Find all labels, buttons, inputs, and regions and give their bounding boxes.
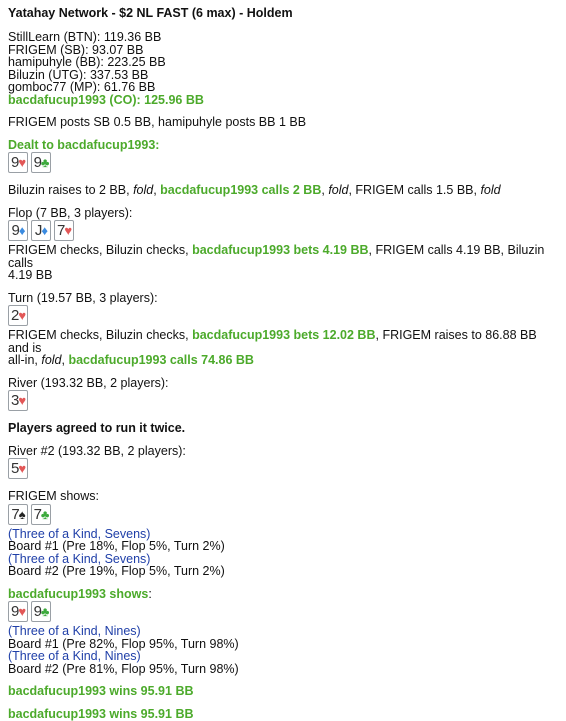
hero-hole-cards (8, 152, 558, 174)
preflop-actions (8, 184, 558, 197)
diamonds-icon: ♦ (18, 223, 25, 238)
hearts-icon: ♥ (18, 461, 26, 476)
playing-card (31, 504, 51, 525)
win-line: bacdafucup1993 wins 95.91 BB (8, 684, 194, 698)
action-text: , (153, 183, 161, 197)
street-header: Turn (19.57 BB, 3 players): (8, 290, 158, 305)
turn-actions (8, 329, 558, 354)
showdown-label: FRIGEM shows: (8, 489, 99, 503)
action-text: Biluzin raises to 2 BB, (8, 183, 134, 197)
dealt-section (8, 139, 558, 175)
card-rank: 9 (33, 603, 41, 620)
action-text: FRIGEM checks, Biluzin checks, (8, 328, 193, 342)
card-rank: 9 (33, 154, 41, 171)
playing-card (8, 220, 28, 241)
showdown-label (8, 588, 558, 601)
playing-card (8, 601, 28, 622)
blinds-line: FRIGEM posts SB 0.5 BB, hamipuhyle posts BB 1 BB (8, 115, 307, 129)
hero-action: bacdafucup1993 calls 2 BB (160, 183, 322, 197)
seat-line: hamipuhyle (BB): 223.25 BB (8, 55, 166, 69)
card-rank: 9 (10, 603, 19, 620)
river2-cards (8, 458, 558, 480)
card-rank: 7 (11, 505, 19, 523)
playing-card (31, 601, 51, 622)
board-equity: Board #2 (Pre 81%, Flop 95%, Turn 98%) (8, 661, 239, 676)
card-rank: 9 (10, 154, 19, 171)
hero-action: bacdafucup1993 bets 4.19 BB (192, 243, 369, 257)
hero-action: bacdafucup1993 bets 12.02 BB (192, 328, 376, 342)
card-rank: 9 (11, 222, 19, 239)
fold-text: fold (328, 183, 349, 197)
win-line: bacdafucup1993 wins 95.91 BB (8, 706, 194, 721)
seat-line: StillLearn (BTN): 119.36 BB (8, 30, 162, 44)
river-cards (8, 390, 558, 412)
action-text: , FRIGEM raises to 86.88 BB and is (8, 328, 537, 355)
river2-section (8, 445, 558, 481)
turn-section (8, 292, 558, 367)
card-rank: 5 (10, 460, 19, 477)
action-text: , FRIGEM calls 1.5 BB, (348, 183, 481, 197)
turn-actions-cont (8, 354, 558, 367)
action-text: all-in, (8, 353, 42, 367)
action-text: FRIGEM checks, Biluzin checks, (8, 243, 193, 257)
hand-description: (Three of a Kind, Nines) (8, 649, 141, 663)
frigem-showdown (8, 490, 558, 578)
playing-card (8, 458, 28, 479)
playing-card (8, 305, 28, 326)
seat-line: FRIGEM (SB): 93.07 BB (8, 42, 144, 57)
hero-showdown-cards (8, 601, 558, 623)
turn-cards (8, 305, 558, 327)
action-text: , FRIGEM calls 4.19 BB, Biluzin calls (8, 243, 545, 270)
hearts-icon: ♥ (18, 604, 26, 619)
flop-actions (8, 244, 558, 269)
spades-icon: ♠ (18, 506, 25, 522)
hearts-icon: ♥ (64, 223, 72, 238)
board-equity: Board #1 (Pre 82%, Flop 95%, Turn 98%) (8, 636, 239, 651)
frigem-hole-cards (8, 504, 558, 526)
seat-line: Biluzin (UTG): 337.53 BB (8, 67, 149, 82)
run-twice-notice: Players agreed to run it twice. (8, 421, 186, 435)
fold-text: fold (480, 183, 501, 197)
flop-section (8, 207, 558, 282)
colon: : (148, 586, 152, 601)
hand-description: (Three of a Kind, Sevens) (8, 526, 151, 541)
hearts-icon: ♥ (18, 308, 26, 323)
flop-actions-cont: 4.19 BB (8, 268, 53, 282)
street-header: River (193.32 BB, 2 players): (8, 375, 169, 390)
fold-text: fold (133, 183, 154, 197)
card-rank: 7 (56, 222, 65, 239)
fold-text: fold (41, 353, 62, 367)
playing-card (8, 152, 28, 173)
playing-card (31, 152, 51, 173)
hearts-icon: ♥ (18, 155, 26, 170)
clubs-icon: ♣ (40, 506, 49, 522)
hero-showdown (8, 588, 558, 676)
seat-list (8, 31, 558, 106)
action-text: , (61, 353, 69, 367)
clubs-icon: ♣ (40, 604, 49, 619)
playing-card (31, 220, 51, 241)
hearts-icon: ♥ (18, 393, 26, 408)
card-rank: 3 (10, 392, 19, 409)
playing-card (54, 220, 74, 241)
card-rank: J (34, 222, 42, 239)
street-header: Flop (7 BB, 3 players): (8, 205, 133, 220)
seat-line: gomboc77 (MP): 61.76 BB (8, 80, 156, 94)
board-equity: Board #1 (Pre 18%, Flop 5%, Turn 2%) (8, 539, 225, 553)
action-text: , (321, 183, 329, 197)
hand-description: (Three of a Kind, Nines) (8, 624, 141, 638)
diamonds-icon: ♦ (41, 223, 48, 238)
card-rank: 7 (33, 505, 41, 523)
river-section (8, 377, 558, 413)
playing-card (8, 504, 28, 525)
hero-name: bacdafucup1993 shows (8, 586, 149, 601)
page-title: Yatahay Network - $2 NL FAST (6 max) - Holdem (8, 6, 293, 20)
card-rank: 2 (10, 307, 19, 324)
board-equity: Board #2 (Pre 19%, Flop 5%, Turn 2%) (8, 564, 225, 578)
hand-description: (Three of a Kind, Sevens) (8, 551, 151, 566)
hero-seat-line: bacdafucup1993 (CO): 125.96 BB (8, 92, 204, 107)
street-header: River #2 (193.32 BB, 2 players): (8, 443, 186, 458)
dealt-label: Dealt to bacdafucup1993: (8, 137, 160, 152)
hero-action: bacdafucup1993 calls 74.86 BB (68, 353, 254, 367)
playing-card (8, 390, 28, 411)
flop-cards (8, 220, 558, 242)
clubs-icon: ♣ (40, 155, 49, 170)
